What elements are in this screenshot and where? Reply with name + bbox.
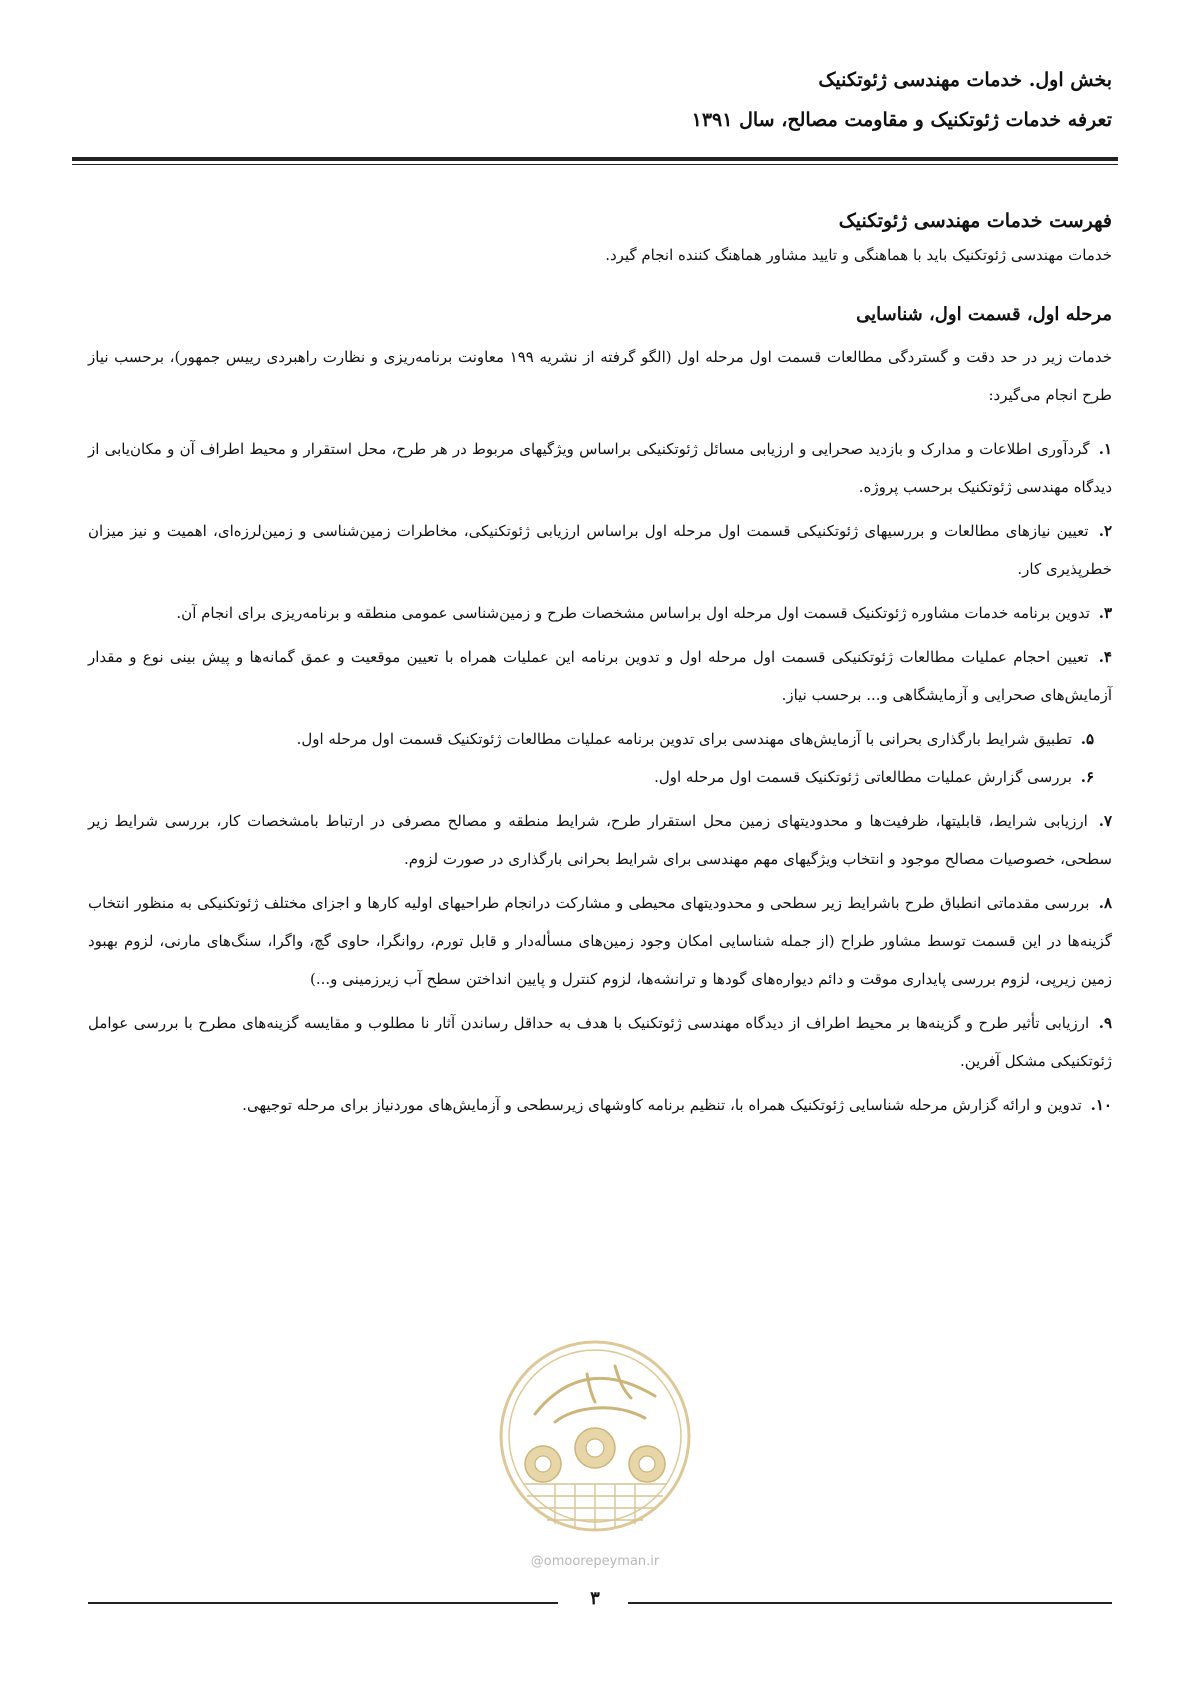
header-rule-thin — [72, 164, 1118, 165]
item-text: تطبیق شرایط بارگذاری بحرانی با آزمایش‌های مهندسی برای تدوین برنامه عملیات مطالعات ژئوتکنیک قسمت اول مرحله اول. — [296, 730, 1072, 748]
services-list — [88, 430, 1112, 1124]
item-text: تعیین احجام عملیات مطالعات ژئوتکنیکی قسمت اول مرحله اول و تدوین برنامه این عملیات همراه با تعیین موقعیت و عمق گمانه‌ها و پیش بینی نوع و مقدار آزمایش‌های صحرایی و آزمایشگاهی و... برحسب نیاز. — [88, 648, 1112, 704]
header-document-title: تعرفه خدمات ژئوتکنیک و مقاومت مصالح، سال ۱۳۹۱ — [691, 109, 1112, 131]
section-intro: خدمات مهندسی ژئوتکنیک باید با هماهنگی و تایید مشاور هماهنگ کننده انجام گیرد. — [605, 246, 1112, 264]
item-number: ۹. — [1098, 1014, 1112, 1032]
item-number: ۷. — [1098, 812, 1112, 830]
list-item — [88, 1086, 1112, 1124]
section-title: فهرست خدمات مهندسی ژئوتکنیک — [838, 210, 1112, 232]
stage-intro: خدمات زیر در حد دقت و گستردگی مطالعات قسمت اول مرحله اول (الگو گرفته از نشریه ۱۹۹ معاونت برنامه‌ریزی و نظارت راهبردی رییس جمهور)، برحسب نیاز طرح انجام می‌گیرد: — [88, 348, 1112, 404]
list-item — [88, 758, 1094, 796]
item-number: ۲. — [1098, 522, 1112, 540]
item-number: ۴. — [1098, 648, 1112, 666]
list-item — [88, 720, 1094, 758]
list-item — [88, 594, 1112, 632]
item-text: بررسی گزارش عملیات مطالعاتی ژئوتکنیک قسمت اول مرحله اول. — [654, 768, 1072, 786]
item-text: تدوین و ارائه گزارش مرحله شناسایی ژئوتکنیک همراه با، تنظیم برنامه کاوشهای زیرسطحی و آزمایش‌های موردنیاز برای مرحله توجیهی. — [242, 1096, 1082, 1114]
item-text: تعیین نیازهای مطالعات و بررسیهای ژئوتکنیکی قسمت اول مرحله اول براساس ارزیابی ژئوتکنیکی، مخاطرات زمین‌شناسی و زمین‌لرزه‌ای، اهمیت و نیز میزان خطرپذیری کار. — [88, 522, 1112, 578]
item-number: ۸. — [1098, 894, 1112, 912]
item-number: ۳. — [1098, 604, 1112, 622]
item-number: ۵. — [1080, 730, 1094, 748]
item-number: ۱۰. — [1090, 1096, 1112, 1114]
page-number: ۳ — [590, 1588, 600, 1609]
list-item — [88, 1004, 1112, 1080]
item-text: ارزیابی تأثیر طرح و گزینه‌ها بر محیط اطراف از دیدگاه مهندسی ژئوتکنیک با هدف به حداقل رساندن آثار نا مطلوب و مقایسه گزینه‌های مطرح با بررسی عوامل ژئوتکنیکی مشکل آفرین. — [88, 1014, 1112, 1070]
item-text: تدوین برنامه خدمات مشاوره ژئوتکنیک قسمت اول مرحله اول براساس مشخصات طرح و زمین‌شناسی عمومی منطقه و برنامه‌ریزی برای انجام آن. — [176, 604, 1090, 622]
list-item — [88, 512, 1112, 588]
list-item — [88, 638, 1112, 714]
footer-rule-left — [88, 1602, 558, 1604]
item-number: ۶. — [1080, 768, 1094, 786]
stage-title: مرحله اول، قسمت اول، شناسایی — [856, 304, 1112, 325]
header-part-title: بخش اول. خدمات مهندسی ژئوتکنیک — [818, 69, 1112, 91]
watermark-logo — [495, 1336, 695, 1546]
page-content — [88, 204, 1112, 1130]
item-number: ۱. — [1098, 440, 1112, 458]
footer-rule-right — [628, 1602, 1112, 1604]
list-item — [88, 884, 1112, 998]
list-item — [88, 430, 1112, 506]
list-item — [88, 802, 1112, 878]
watermark-url: @omoorepeyman.ir — [530, 1554, 660, 1569]
item-text: بررسی مقدماتی انطباق طرح باشرایط زیر سطحی و محدودیتهای محیطی و مشارکت درانجام طراحیهای اولیه کارها و اجزای مختلف ژئوتکنیکی به منظور انتخاب گزینه‌ها در این قسمت توسط مشاور طراح (از جمله شناسایی امکان وجود زمین‌های مسأله‌دار و قابل تورم، روانگرا، حاوی گچ، واگرا، سنگ‌های مارنی، لزوم بهبود زمین زیرپی، لزوم بررسی پایداری موقت و دائم دیواره‌های گودها و ترانشه‌ها، لزوم کنترل و پایین انداختن سطح آب زیرزمینی و...) — [88, 894, 1112, 988]
header-rule-thick — [72, 157, 1118, 161]
item-text: گردآوری اطلاعات و مدارک و بازدید صحرایی و ارزیابی مسائل ژئوتکنیکی براساس ویژگیهای مربوط در هر طرح، محل استقرار و محیط اطراف آن و مکان‌یابی از دیدگاه مهندسی ژئوتکنیک برحسب پروژه. — [88, 440, 1112, 496]
page-header — [78, 60, 1112, 140]
item-text: ارزیابی شرایط، قابلیتها، ظرفیت‌ها و محدودیتهای زمین محل استقرار طرح، شرایط منطقه و مصالح مصرفی در ارتباط بامشخصات کار، بررسی شرایط زیر سطحی، خصوصیات مصالح موجود و انتخاب ویژگیهای مهم مهندسی برای شرایط بحرانی بارگذاری در صورت لزوم. — [88, 812, 1112, 868]
